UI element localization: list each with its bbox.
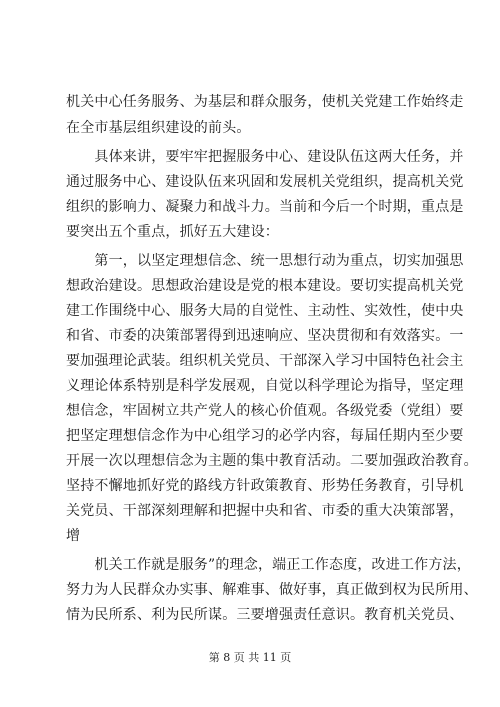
text-line: 建工作围绕中心、服务大局的自觉性、主动性、实效性，使中央: [66, 303, 464, 319]
text-line: 组织的影响力、凝聚力和战斗力。当前和今后一个时期，重点是: [66, 199, 464, 215]
text-line: 在全市基层组织建设的前头。: [66, 120, 251, 136]
text-line: 想信念，牢固树立共产党人的核心价值观。各级党委（党组）要: [66, 403, 464, 419]
text-line: 要突出五个重点，抓好五大建设：: [66, 224, 279, 240]
text-line: 情为民所系、利为民所谋。三要增强责任意识。教育机关党员、: [66, 607, 464, 623]
page-number-footer: 第 8 页 共 11 页: [208, 651, 292, 664]
text-line: 努力为人民群众办实事、解难事、做好事，真正做到权为民所用、: [66, 582, 478, 598]
text-line: 开展一次以理想信念为主题的集中教育活动。二要加强政治教育。: [66, 453, 478, 469]
text-line: 具体来讲，要牢牢把握服务中心、建设队伍这两大任务，并: [66, 149, 464, 165]
text-line: 通过服务中心、建设队伍来巩固和发展机关党组织，提高机关党: [66, 174, 464, 190]
text-line: 增: [66, 528, 81, 544]
text-line: 关党员、干部深刻理解和把握中央和省、市委的重大决策部署，: [66, 503, 464, 519]
text-line: 机关工作就是服务”的理念，端正工作态度，改进工作方法，: [66, 557, 471, 573]
text-line: 把坚定理想信念作为中心组学习的必学内容，每届任期内至少要: [66, 428, 464, 444]
text-line: 和省、市委的决策部署得到迅速响应、坚决贯彻和有效落实。一: [66, 328, 464, 344]
text-line: 坚持不懈地抓好党的路线方针政策教育、形势任务教育，引导机: [66, 478, 464, 494]
text-line: 义理论体系特别是科学发展观，自觉以科学理论为指导，坚定理: [66, 378, 464, 394]
text-line: 想政治建设。思想政治建设是党的根本建设。要切实提高机关党: [66, 278, 464, 294]
text-line: 要加强理论武装。组织机关党员、干部深入学习中国特色社会主: [66, 353, 464, 369]
text-line: 机关中心任务服务、为基层和群众服务，使机关党建工作始终走: [66, 94, 464, 110]
text-line: 第一，以坚定理想信念、统一思想行动为重点，切实加强思: [66, 253, 464, 269]
